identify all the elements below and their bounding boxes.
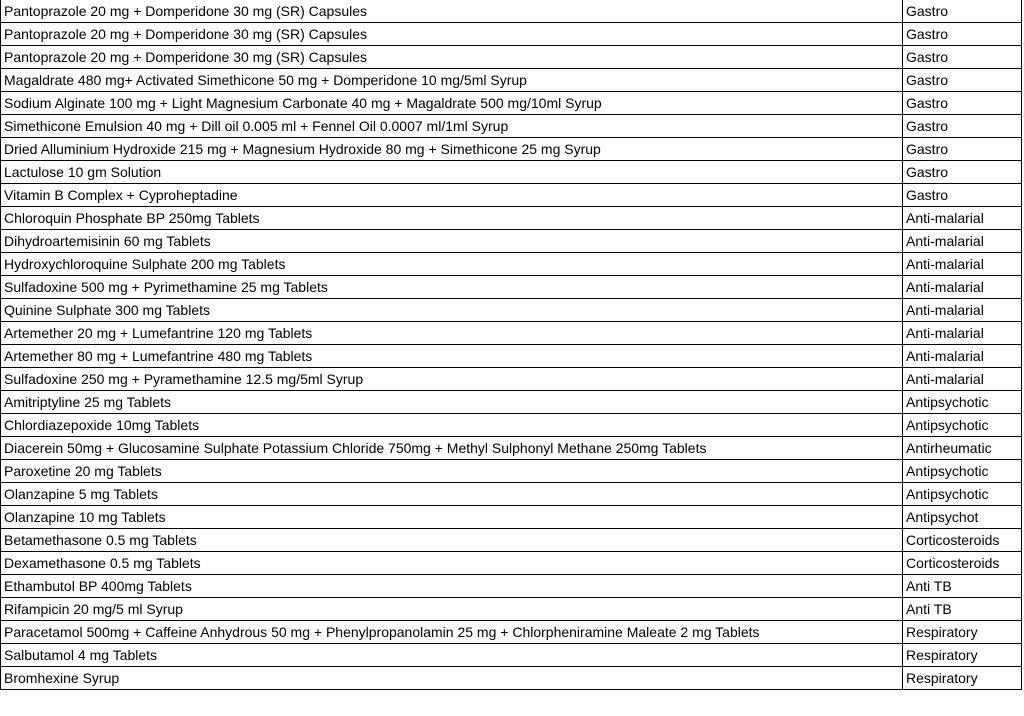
product-name-cell[interactable]: Lactulose 10 gm Solution [1, 161, 903, 184]
category-cell[interactable]: Respiratory [903, 667, 1022, 690]
category-cell[interactable]: Anti-malarial [903, 276, 1022, 299]
table-row [1, 184, 1022, 207]
product-name-cell[interactable]: Pantoprazole 20 mg + Domperidone 30 mg (SR) Capsules [1, 23, 903, 46]
table-row [1, 161, 1022, 184]
table-row [1, 644, 1022, 667]
category-cell[interactable]: Anti TB [903, 575, 1022, 598]
product-name-cell[interactable]: Pantoprazole 20 mg + Domperidone 30 mg (SR) Capsules [1, 46, 903, 69]
table-row [1, 621, 1022, 644]
category-cell[interactable]: Antipsychot [903, 506, 1022, 529]
product-name-cell[interactable]: Chlordiazepoxide 10mg Tablets [1, 414, 903, 437]
product-name-cell[interactable]: Dried Alluminium Hydroxide 215 mg + Magnesium Hydroxide 80 mg + Simethicone 25 mg Syrup [1, 138, 903, 161]
table-row [1, 529, 1022, 552]
category-cell[interactable]: Antipsychotic [903, 483, 1022, 506]
product-name-cell[interactable]: Magaldrate 480 mg+ Activated Simethicone 50 mg + Domperidone 10 mg/5ml Syrup [1, 69, 903, 92]
product-name-cell[interactable]: Paroxetine 20 mg Tablets [1, 460, 903, 483]
product-name-cell[interactable]: Olanzapine 5 mg Tablets [1, 483, 903, 506]
product-name-cell[interactable]: Quinine Sulphate 300 mg Tablets [1, 299, 903, 322]
category-cell[interactable]: Gastro [903, 23, 1022, 46]
product-name-cell[interactable]: Sulfadoxine 250 mg + Pyramethamine 12.5 mg/5ml Syrup [1, 368, 903, 391]
category-cell[interactable]: Antipsychotic [903, 460, 1022, 483]
category-cell[interactable]: Corticosteroids [903, 552, 1022, 575]
product-name-cell[interactable]: Paracetamol 500mg + Caffeine Anhydrous 50 mg + Phenylpropanolamin 25 mg + Chlorpheniramine Maleate 2 mg Tablets [1, 621, 903, 644]
table-row [1, 138, 1022, 161]
category-cell[interactable]: Antipsychotic [903, 391, 1022, 414]
product-name-cell[interactable]: Betamethasone 0.5 mg Tablets [1, 529, 903, 552]
table-row [1, 437, 1022, 460]
category-cell[interactable]: Anti-malarial [903, 322, 1022, 345]
table-row [1, 391, 1022, 414]
table-row [1, 368, 1022, 391]
table-row [1, 598, 1022, 621]
product-name-cell[interactable]: Rifampicin 20 mg/5 ml Syrup [1, 598, 903, 621]
product-table-body [1, 0, 1022, 690]
table-row [1, 460, 1022, 483]
category-cell[interactable]: Antipsychotic [903, 414, 1022, 437]
category-cell[interactable]: Gastro [903, 184, 1022, 207]
table-row [1, 230, 1022, 253]
category-cell[interactable]: Gastro [903, 92, 1022, 115]
category-cell[interactable]: Gastro [903, 46, 1022, 69]
category-cell[interactable]: Gastro [903, 0, 1022, 23]
category-cell[interactable]: Anti-malarial [903, 253, 1022, 276]
table-row [1, 115, 1022, 138]
category-cell[interactable]: Anti-malarial [903, 368, 1022, 391]
table-row [1, 322, 1022, 345]
category-cell[interactable]: Respiratory [903, 621, 1022, 644]
product-name-cell[interactable]: Pantoprazole 20 mg + Domperidone 30 mg (SR) Capsules [1, 0, 903, 23]
category-cell[interactable]: Antirheumatic [903, 437, 1022, 460]
table-row [1, 0, 1022, 23]
product-name-cell[interactable]: Sodium Alginate 100 mg + Light Magnesium Carbonate 40 mg + Magaldrate 500 mg/10ml Syrup [1, 92, 903, 115]
product-name-cell[interactable]: Chloroquin Phosphate BP 250mg Tablets [1, 207, 903, 230]
table-row [1, 253, 1022, 276]
category-cell[interactable]: Gastro [903, 69, 1022, 92]
category-cell[interactable]: Gastro [903, 161, 1022, 184]
product-name-cell[interactable]: Artemether 20 mg + Lumefantrine 120 mg Tablets [1, 322, 903, 345]
product-name-cell[interactable]: Salbutamol 4 mg Tablets [1, 644, 903, 667]
table-row [1, 506, 1022, 529]
product-name-cell[interactable]: Hydroxychloroquine Sulphate 200 mg Tablets [1, 253, 903, 276]
table-row [1, 667, 1022, 690]
product-name-cell[interactable]: Olanzapine 10 mg Tablets [1, 506, 903, 529]
product-name-cell[interactable]: Artemether 80 mg + Lumefantrine 480 mg Tablets [1, 345, 903, 368]
category-cell[interactable]: Corticosteroids [903, 529, 1022, 552]
table-row [1, 345, 1022, 368]
table-row [1, 552, 1022, 575]
category-cell[interactable]: Anti TB [903, 598, 1022, 621]
category-cell[interactable]: Anti-malarial [903, 230, 1022, 253]
category-cell[interactable]: Respiratory [903, 644, 1022, 667]
category-cell[interactable]: Anti-malarial [903, 345, 1022, 368]
product-name-cell[interactable]: Simethicone Emulsion 40 mg + Dill oil 0.005 ml + Fennel Oil 0.0007 ml/1ml Syrup [1, 115, 903, 138]
category-cell[interactable]: Anti-malarial [903, 299, 1022, 322]
table-row [1, 414, 1022, 437]
product-name-cell[interactable]: Ethambutol BP 400mg Tablets [1, 575, 903, 598]
category-cell[interactable]: Gastro [903, 115, 1022, 138]
table-row [1, 575, 1022, 598]
table-row [1, 46, 1022, 69]
table-row [1, 299, 1022, 322]
category-cell[interactable]: Gastro [903, 138, 1022, 161]
table-row [1, 276, 1022, 299]
product-name-cell[interactable]: Bromhexine Syrup [1, 667, 903, 690]
product-name-cell[interactable]: Dihydroartemisinin 60 mg Tablets [1, 230, 903, 253]
product-name-cell[interactable]: Vitamin B Complex + Cyproheptadine [1, 184, 903, 207]
product-name-cell[interactable]: Sulfadoxine 500 mg + Pyrimethamine 25 mg Tablets [1, 276, 903, 299]
table-row [1, 483, 1022, 506]
table-row [1, 23, 1022, 46]
table-row [1, 207, 1022, 230]
category-cell[interactable]: Anti-malarial [903, 207, 1022, 230]
table-row [1, 92, 1022, 115]
product-name-cell[interactable]: Dexamethasone 0.5 mg Tablets [1, 552, 903, 575]
table-row [1, 69, 1022, 92]
product-name-cell[interactable]: Amitriptyline 25 mg Tablets [1, 391, 903, 414]
product-name-cell[interactable]: Diacerein 50mg + Glucosamine Sulphate Potassium Chloride 750mg + Methyl Sulphonyl Methane 250mg Tablets [1, 437, 903, 460]
